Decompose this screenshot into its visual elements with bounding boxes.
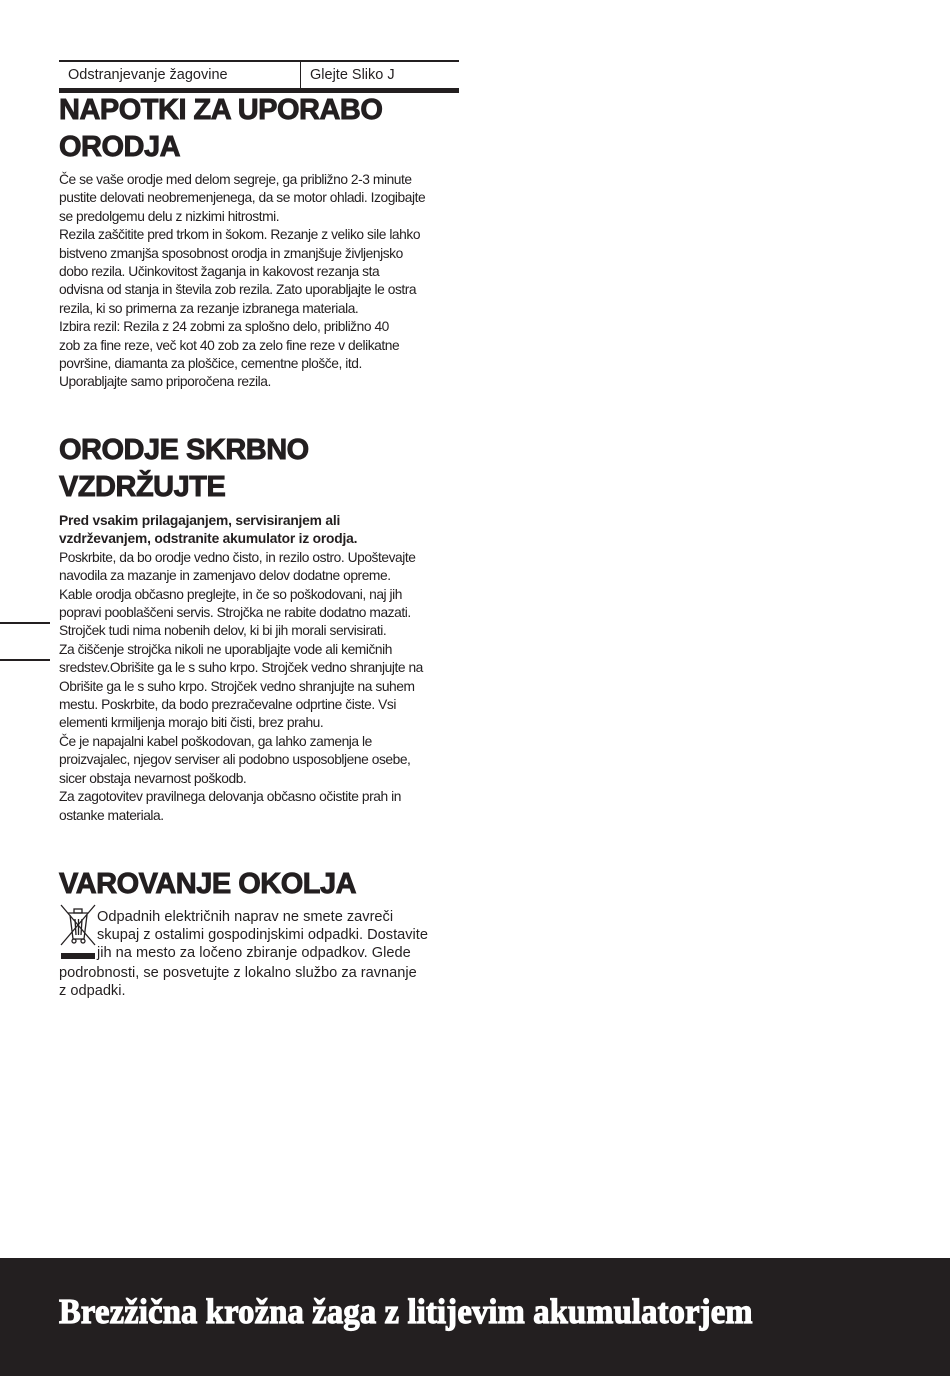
text-line: jih na mesto za ločeno zbiranje odpadkov. Glede — [97, 945, 411, 962]
text-line: popravi pooblaščeni servis. Strojčka ne rabite dodatno mazati. — [59, 605, 411, 621]
margin-rule — [0, 622, 50, 624]
text-line: zob za fine reze, več kot 40 zob za zelo fine reze v delikatne — [59, 337, 400, 353]
text-line: Če se vaše orodje med delom segreje, ga približno 2-3 minute — [59, 172, 412, 187]
maintenance-text — [59, 512, 461, 825]
text-line: navodila za mazanje in zamenjavo delov dodatne opreme. — [59, 568, 391, 584]
heading-line: ORODJE SKRBNO — [59, 434, 309, 466]
text-line: skupaj z ostalimi gospodinjskimi odpadki. Dostavite — [97, 927, 428, 944]
warning-line: Pred vsakim prilagajanjem, servisiranjem ali — [59, 513, 341, 528]
footer-title: Brezžična krožna žaga z litijevim akumulatorjem — [59, 1292, 753, 1331]
warning-line: vzdrževanjem, odstranite akumulator iz orodja. — [59, 531, 358, 547]
text-line: sicer obstaja nevarnost poškodb. — [59, 770, 247, 786]
heading-line: ORODJA — [59, 131, 181, 163]
section-maintenance — [59, 432, 461, 506]
text-line: Odpadnih električnih naprav ne smete zavreči — [97, 909, 394, 925]
weee-crossed-bin-icon — [59, 903, 97, 963]
reference-table — [59, 60, 459, 93]
text-line: Za čiščenje strojčka nikoli ne uporabljajte vode ali kemičnih — [59, 641, 392, 657]
text-line: proizvajalec, njegov serviser ali podobno usposobljene osebe, — [59, 752, 411, 768]
environment-text-indented — [97, 908, 467, 963]
text-line: površine, diamanta za ploščice, cementne plošče, itd. — [59, 356, 362, 372]
section-heading — [59, 432, 461, 506]
text-line: odvisna od stanja in števila zob rezila. Zato uporabljajte le ostra — [59, 282, 417, 298]
text-line: sredstev.Obrišite ga le s suho krpo. Strojček vedno shranjujte na — [59, 660, 423, 676]
heading-line: NAPOTKI ZA UPORABO — [59, 94, 383, 126]
section-heading — [59, 92, 461, 166]
text-line: se predolgemu delu z nizkimi hitrostmi. — [59, 208, 280, 224]
text-line: z odpadki. — [59, 983, 126, 1000]
text-line: elementi krmiljenja morajo biti čisti, brez prahu. — [59, 715, 324, 731]
text-line: Obrišite ga le s suho krpo. Strojček vedno shranjujte na suhem — [59, 678, 415, 694]
text-line: rezila, ki so primerna za rezanje izbranega materiala. — [59, 300, 359, 316]
section-usage-tips — [59, 92, 461, 166]
margin-rule — [0, 659, 50, 661]
text-line: dobo rezila. Učinkovitost žaganja in kakovost rezanja sta — [59, 264, 380, 280]
text-line: pustite delovati neobremenjenega, da se motor ohladi. Izogibajte — [59, 190, 426, 206]
section-environment — [59, 866, 461, 903]
heading-line: VZDRŽUJTE — [59, 471, 226, 503]
text-line: ostanke materiala. — [59, 807, 164, 823]
text-line: Za zagotovitev pravilnega delovanja občasno očistite prah in — [59, 789, 401, 805]
environment-text — [59, 964, 461, 1000]
usage-tips-text — [59, 171, 461, 392]
text-line: Rezila zaščitite pred trkom in šokom. Rezanje z veliko sile lahko — [59, 227, 421, 243]
text-line: Izbira rezil: Rezila z 24 zobmi za splošno delo, približno 40 — [59, 319, 389, 335]
text-line: Če je napajalni kabel poškodovan, ga lahko zamenja le — [59, 733, 372, 749]
text-line: Uporabljajte samo priporočena rezila. — [59, 374, 271, 390]
text-line: Kable orodja občasno preglejte, in če so poškodovani, naj jih — [59, 586, 403, 602]
text-line: Poskrbite, da bo orodje vedno čisto, in rezilo ostro. Upoštevajte — [59, 549, 416, 565]
text-line: mestu. Poskrbite, da bodo prezračevalne odprtine čiste. Vsi — [59, 697, 396, 713]
text-line: podrobnosti, se posvetujte z lokalno službo za ravnanje — [59, 965, 417, 981]
section-heading: VAROVANJE OKOLJA — [59, 868, 357, 900]
text-line: bistveno zmanjša sposobnost orodja in zmanjšuje življenjsko — [59, 245, 403, 261]
table-cell-topic: Odstranjevanje žagovine — [59, 62, 301, 88]
table-cell-figure-ref: Glejte Sliko J — [310, 67, 395, 83]
text-line: Strojček tudi nima nobenih delov, ki bi jih morali servisirati. — [59, 623, 387, 639]
